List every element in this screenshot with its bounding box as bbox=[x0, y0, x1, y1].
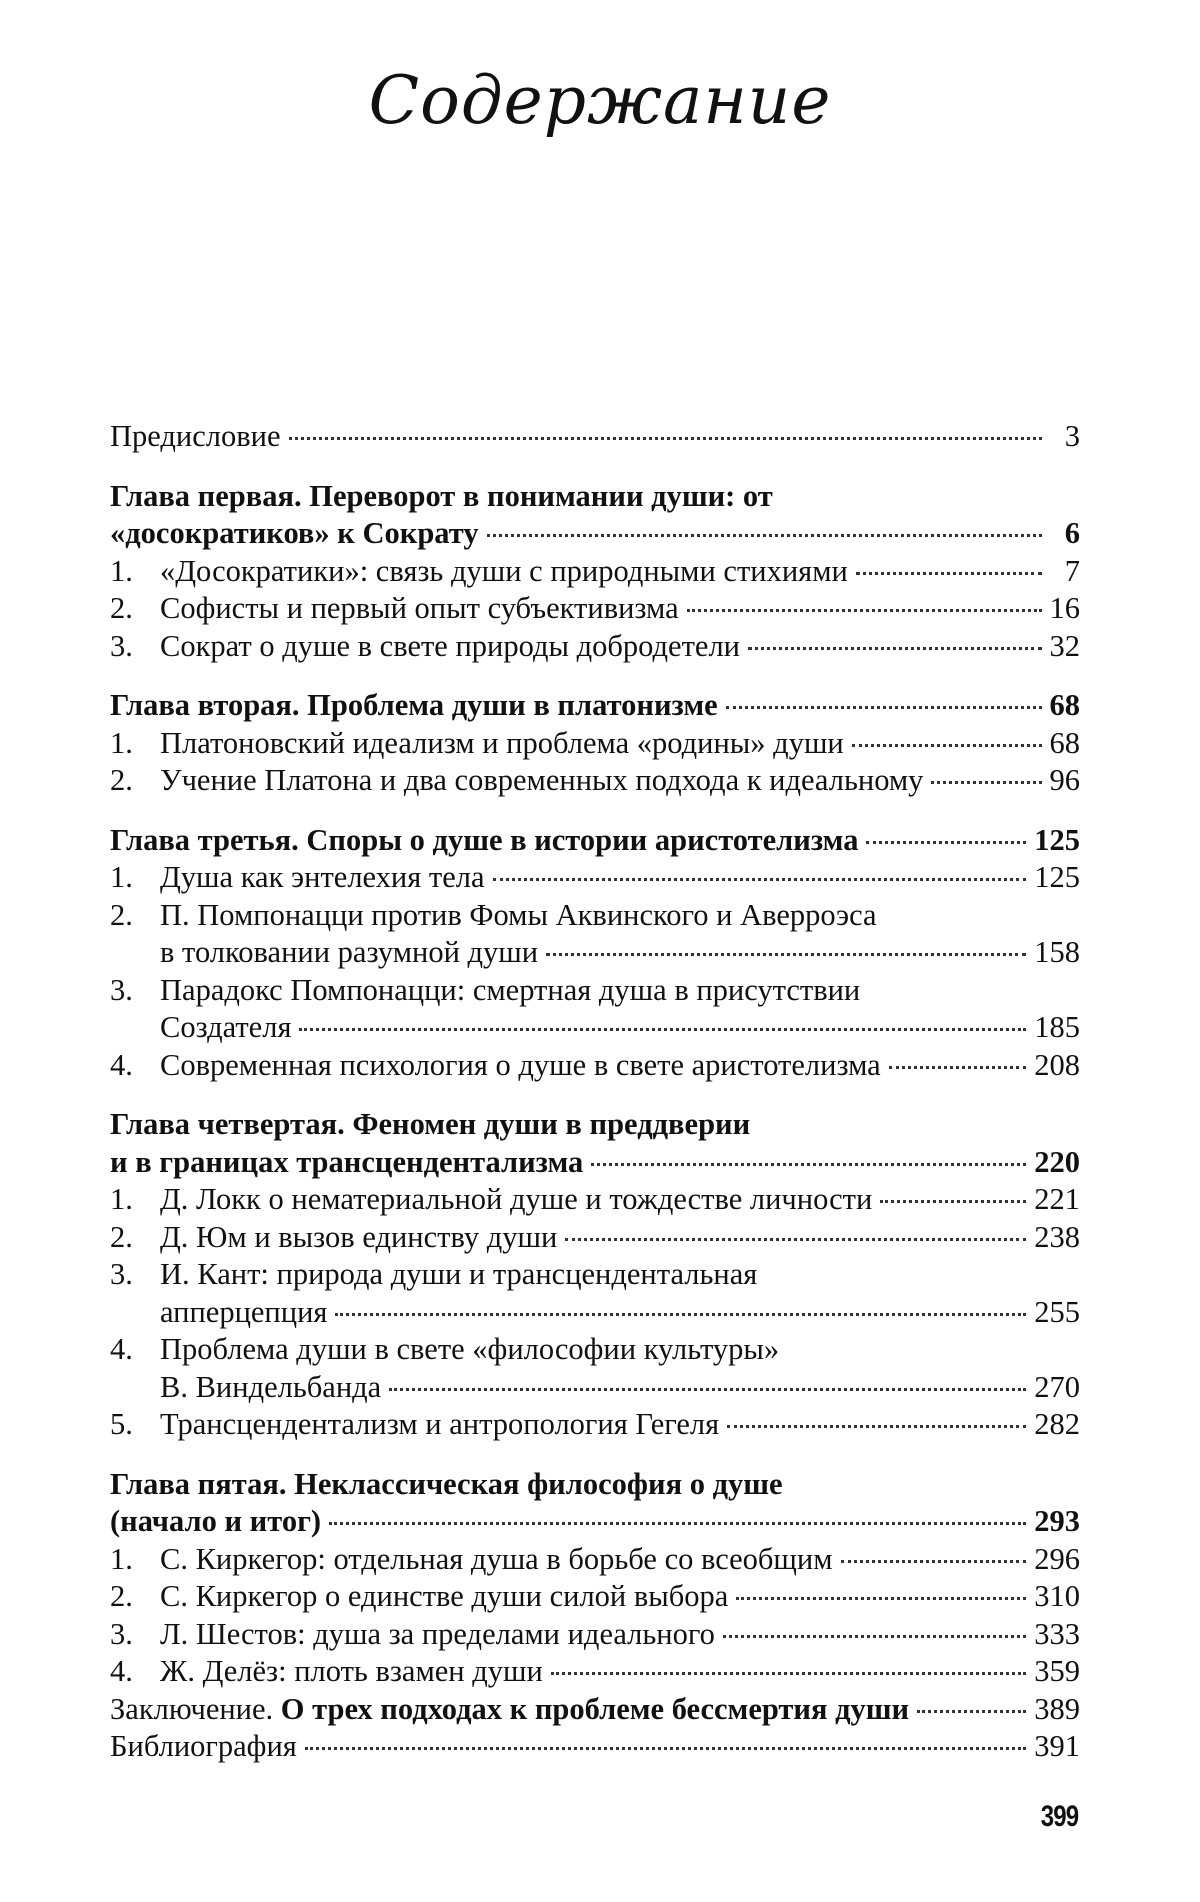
toc-page-number: 6 bbox=[1064, 516, 1080, 550]
toc-page-number: 293 bbox=[1034, 1504, 1080, 1538]
chapter-heading-3 bbox=[110, 822, 1080, 860]
toc-entry-text: Душа как энтелехия тела bbox=[160, 860, 485, 894]
toc-entry bbox=[110, 762, 1080, 800]
toc-entry bbox=[110, 1653, 1080, 1691]
toc-entry bbox=[110, 1047, 1080, 1085]
toc-entry bbox=[110, 1181, 1080, 1219]
toc-entry-text: Парадокс Помпонацци: смертная душа в присутствии bbox=[160, 972, 861, 1007]
toc-page-number: 389 bbox=[1034, 1691, 1080, 1726]
dot-leader bbox=[931, 781, 1041, 784]
toc-entry bbox=[110, 553, 1080, 591]
dot-leader bbox=[866, 841, 1026, 844]
entry-number: 1. bbox=[110, 725, 133, 760]
toc-entry bbox=[110, 1578, 1080, 1616]
dot-leader bbox=[889, 1066, 1027, 1069]
dot-leader bbox=[736, 1597, 1026, 1600]
toc-page-number: 125 bbox=[1034, 822, 1080, 857]
toc-page-number: 68 bbox=[1049, 725, 1080, 760]
toc-entry-text: Ж. Делёз: плоть взамен души bbox=[160, 1654, 543, 1688]
dot-leader bbox=[487, 534, 1042, 537]
chapter-heading-line: Глава пятая. Неклассическая философия о душе bbox=[110, 1466, 783, 1501]
toc-page-number: 359 bbox=[1034, 1654, 1080, 1688]
entry-number: 4. bbox=[110, 1332, 133, 1366]
toc-entry-text bbox=[110, 1691, 909, 1729]
dot-leader bbox=[856, 572, 1042, 575]
toc-entry-first-line bbox=[110, 897, 1080, 935]
toc-page-number: 68 bbox=[1049, 688, 1080, 722]
toc-entry-text: И. Кант: природа души и трансцендентальная bbox=[160, 1257, 758, 1291]
dot-leader bbox=[687, 609, 1042, 612]
toc-entry-text: в толковании разумной души bbox=[160, 935, 539, 969]
entry-number: 1. bbox=[110, 1541, 133, 1576]
entry-number: 3. bbox=[110, 1616, 133, 1651]
toc-entry-text: Предисловие bbox=[110, 419, 281, 453]
toc-entry bbox=[110, 1219, 1080, 1257]
dot-leader bbox=[723, 1635, 1026, 1638]
page-number: 399 bbox=[1040, 1800, 1079, 1833]
spacer bbox=[110, 665, 1080, 687]
conclusion-prefix: Заключение. bbox=[110, 1691, 274, 1726]
entry-number: 4. bbox=[110, 1047, 133, 1082]
toc-page-number: 255 bbox=[1034, 1294, 1080, 1329]
table-of-contents bbox=[110, 418, 1080, 1766]
dot-leader bbox=[329, 1522, 1026, 1525]
toc-entry-first-line bbox=[110, 972, 1080, 1010]
entry-number: 2. bbox=[110, 897, 133, 932]
toc-page-number: 221 bbox=[1034, 1182, 1080, 1216]
toc-page-number: 391 bbox=[1034, 1729, 1080, 1763]
dot-leader bbox=[551, 1672, 1026, 1675]
dot-leader bbox=[748, 647, 1042, 650]
chapter-heading-line: Глава первая. Переворот в понимании души: от bbox=[110, 478, 773, 513]
entry-number: 2. bbox=[110, 591, 133, 625]
toc-entry bbox=[110, 859, 1080, 897]
toc-entry bbox=[110, 628, 1080, 666]
dot-leader bbox=[546, 953, 1026, 956]
toc-entry bbox=[110, 1541, 1080, 1579]
toc-entry-continuation bbox=[110, 1009, 1080, 1047]
toc-entry-continuation bbox=[110, 1369, 1080, 1407]
dot-leader bbox=[591, 1163, 1026, 1166]
toc-entry-bibliography bbox=[110, 1728, 1080, 1766]
toc-entry-text: Платоновский идеализм и проблема «родины» души bbox=[160, 725, 844, 760]
dot-leader bbox=[726, 706, 1042, 709]
entry-number: 3. bbox=[110, 628, 133, 663]
chapter-heading-4 bbox=[110, 1144, 1080, 1182]
toc-entry-text: Библиография bbox=[110, 1729, 297, 1763]
entry-number: 1. bbox=[110, 1182, 133, 1216]
toc-entry-text: апперцепция bbox=[160, 1294, 328, 1329]
dot-leader bbox=[880, 1200, 1026, 1203]
toc-page-number: 7 bbox=[1064, 553, 1080, 588]
toc-entry-text: Д. Локк о нематериальной душе и тождестве личности bbox=[160, 1182, 873, 1216]
chapter-heading-text: (начало и итог) bbox=[110, 1504, 322, 1538]
entry-number: 2. bbox=[110, 763, 133, 797]
dot-leader bbox=[335, 1313, 1026, 1316]
spacer bbox=[110, 800, 1080, 822]
dot-leader bbox=[389, 1388, 1026, 1391]
toc-entry bbox=[110, 725, 1080, 763]
entry-number: 5. bbox=[110, 1407, 133, 1441]
chapter-heading-2 bbox=[110, 687, 1080, 725]
toc-page-number: 310 bbox=[1034, 1579, 1080, 1613]
toc-page-number: 282 bbox=[1034, 1407, 1080, 1441]
toc-page-number: 16 bbox=[1049, 591, 1080, 625]
dot-leader bbox=[917, 1710, 1026, 1713]
toc-page-number: 32 bbox=[1049, 628, 1080, 663]
chapter-heading-1 bbox=[110, 515, 1080, 553]
toc-entry-text: В. Виндельбанда bbox=[160, 1369, 382, 1404]
toc-page-number: 238 bbox=[1034, 1219, 1080, 1254]
spacer bbox=[110, 1444, 1080, 1466]
dot-leader bbox=[299, 1028, 1026, 1031]
toc-entry-text: С. Киркегор о единстве души силой выбора bbox=[160, 1579, 729, 1613]
toc-page-number: 125 bbox=[1034, 860, 1080, 894]
toc-page-number: 185 bbox=[1034, 1010, 1080, 1044]
toc-page-number: 270 bbox=[1034, 1369, 1080, 1404]
dot-leader bbox=[565, 1238, 1026, 1241]
toc-entry-first-line bbox=[110, 1256, 1080, 1294]
toc-entry bbox=[110, 590, 1080, 628]
dot-leader bbox=[289, 437, 1042, 440]
toc-entry-text: «Досократики»: связь души с природными стихиями bbox=[160, 553, 848, 588]
spacer bbox=[110, 456, 1080, 478]
entry-number: 4. bbox=[110, 1654, 133, 1688]
toc-entry-conclusion bbox=[110, 1691, 1080, 1729]
toc-page-number: 296 bbox=[1034, 1541, 1080, 1576]
conclusion-title: О трех подходах к проблеме бессмертия души bbox=[280, 1691, 910, 1726]
entry-number: 3. bbox=[110, 1257, 133, 1291]
spacer bbox=[110, 1084, 1080, 1106]
dot-leader bbox=[852, 744, 1042, 747]
toc-entry-text: С. Киркегор: отдельная душа в борьбе со всеобщим bbox=[160, 1541, 833, 1576]
chapter-heading-text: «досократиков» к Сократу bbox=[110, 516, 479, 550]
chapter-heading-5 bbox=[110, 1503, 1080, 1541]
chapter-heading-line: Глава четвертая. Феномен души в преддверии bbox=[110, 1107, 751, 1141]
toc-page-number: 208 bbox=[1034, 1047, 1080, 1082]
toc-entry-continuation bbox=[110, 1294, 1080, 1332]
dot-leader bbox=[493, 878, 1027, 881]
toc-entry-text: Трансцендентализм и антропология Гегеля bbox=[160, 1407, 720, 1441]
entry-number: 1. bbox=[110, 553, 133, 588]
toc-entry-text: Софисты и первый опыт субъективизма bbox=[160, 591, 679, 625]
toc-entry-continuation bbox=[110, 934, 1080, 972]
toc-entry-text: Учение Платона и два современных подхода к идеальному bbox=[160, 763, 924, 797]
toc-entry-text: Л. Шестов: душа за пределами идеального bbox=[160, 1616, 715, 1651]
entry-number: 3. bbox=[110, 972, 133, 1007]
toc-entry-text: П. Помпонацци против Фомы Аквинского и Аверроэса bbox=[160, 897, 877, 932]
toc-page-number: 96 bbox=[1049, 763, 1080, 797]
toc-page-number: 158 bbox=[1034, 935, 1080, 969]
toc-entry-text: Д. Юм и вызов единству души bbox=[160, 1219, 558, 1254]
toc-entry-text: Современная психология о душе в свете аристотелизма bbox=[160, 1047, 881, 1082]
entry-number: 2. bbox=[110, 1219, 133, 1254]
dot-leader bbox=[727, 1425, 1026, 1428]
toc-entry-text: Проблема души в свете «философии культуры» bbox=[160, 1332, 780, 1366]
chapter-heading-text: Глава вторая. Проблема души в платонизме bbox=[110, 688, 718, 722]
toc-entry-text: Создателя bbox=[160, 1010, 292, 1044]
toc-entry bbox=[110, 1616, 1080, 1654]
entry-number: 1. bbox=[110, 860, 133, 894]
toc-page-number: 220 bbox=[1034, 1144, 1080, 1179]
dot-leader bbox=[841, 1560, 1027, 1563]
page-title: Содержание bbox=[368, 62, 832, 139]
toc-entry-first-line bbox=[110, 1331, 1080, 1369]
chapter-heading-text: и в границах трансцендентализма bbox=[110, 1144, 584, 1179]
toc-entry-preface bbox=[110, 418, 1080, 456]
toc-entry-text: Сократ о душе в свете природы добродетели bbox=[160, 628, 740, 663]
toc-page-number: 333 bbox=[1034, 1616, 1080, 1651]
entry-number: 2. bbox=[110, 1579, 133, 1613]
dot-leader bbox=[305, 1747, 1026, 1750]
chapter-heading-text: Глава третья. Споры о душе в истории аристотелизма bbox=[110, 822, 859, 857]
toc-page-number: 3 bbox=[1064, 419, 1080, 453]
toc-entry bbox=[110, 1406, 1080, 1444]
